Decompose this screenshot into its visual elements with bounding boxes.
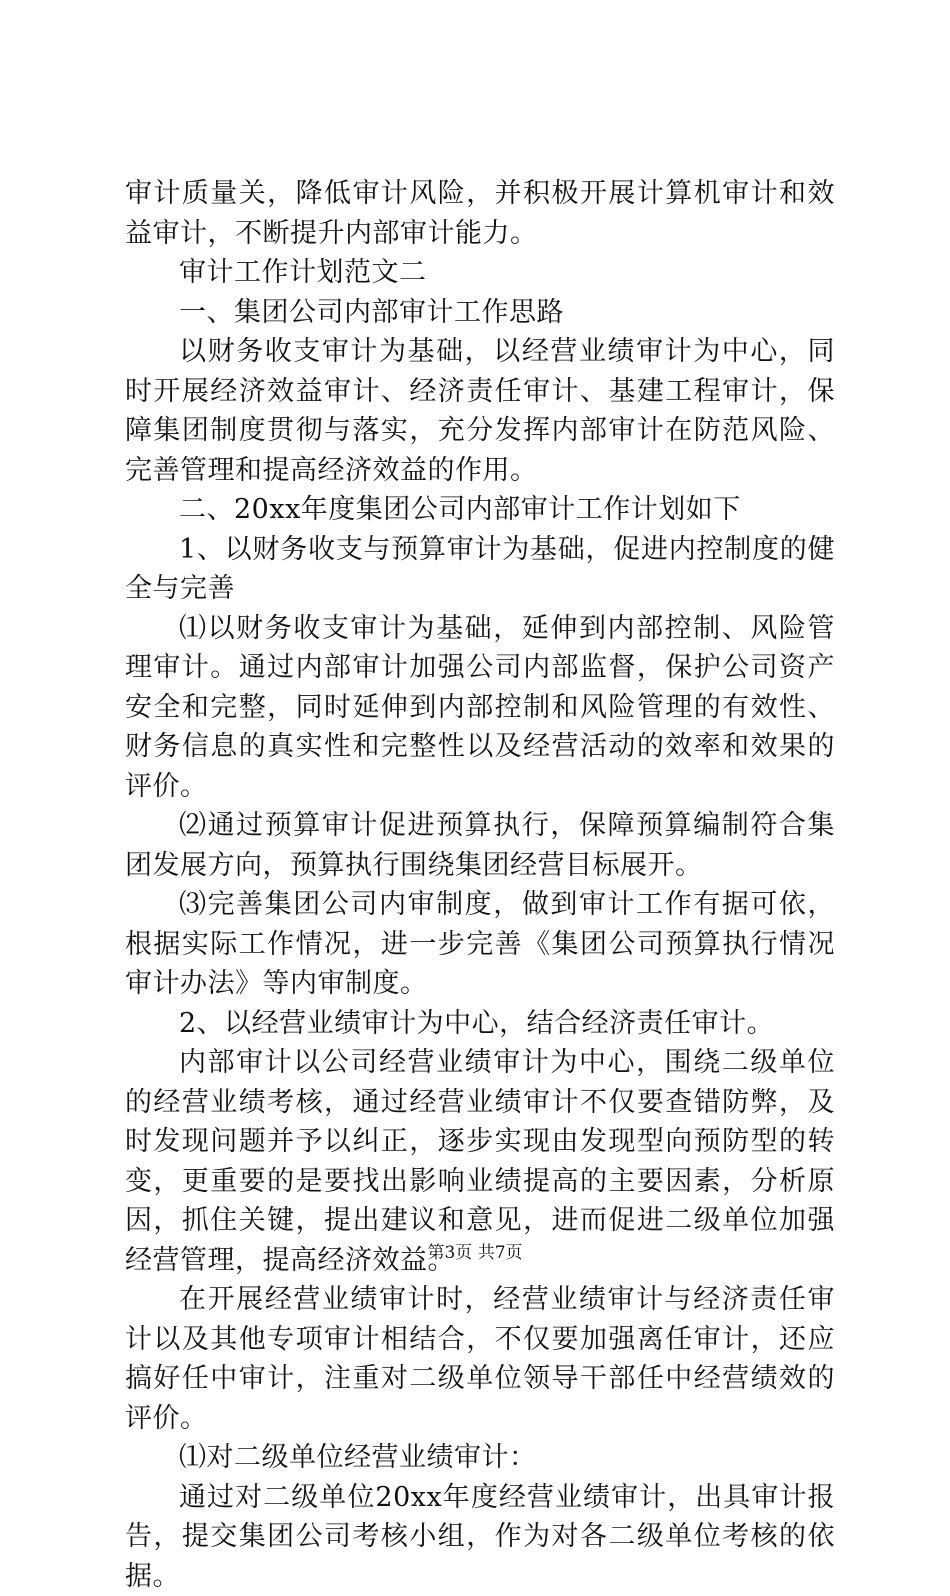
paragraph: 2、以经营业绩审计为中心，结合经济责任审计。 (125, 1004, 835, 1044)
paragraph: 审计质量关，降低审计风险，并积极开展计算机审计和效益审计，不断提升内部审计能力。 (125, 174, 835, 253)
paragraph: 在开展经营业绩审计时，经营业绩审计与经济责任审计以及其他专项审计相结合，不仅要加强离任审计，还应搞好任中审计，注重对二级单位领导干部任中经营绩效的评价。 (125, 1280, 835, 1438)
list-item: ⑴对二级单位经营业绩审计： (125, 1438, 835, 1478)
list-item: ⑴以财务收支审计为基础，延伸到内部控制、风险管理审计。通过内部审计加强公司内部监督，保护公司资产安全和完整，同时延伸到内部控制和风险管理的有效性、财务信息的真实性和完整性以及经营活动的效率和效果的评价。 (125, 609, 835, 807)
section-heading: 二、20xx年度集团公司内部审计工作计划如下 (125, 490, 835, 530)
page-footer (0, 1243, 950, 1263)
paragraph: 内部审计以公司经营业绩审计为中心，围绕二级单位的经营业绩考核，通过经营业绩审计不仅要查错防弊，及时发现问题并予以纠正，逐步实现由发现型向预防型的转变，更重要的是要找出影响业绩提高的主要因素，分析原因，抓住关键，提出建议和意见，进而促进二级单位加强经营管理，提高经济效益。 (125, 1043, 835, 1280)
page-number: 第3页 共7页 (427, 1243, 522, 1263)
list-item: ⑵通过预算审计促进预算执行，保障预算编制符合集团发展方向，预算执行围绕集团经营目标展开。 (125, 806, 835, 885)
paragraph: 通过对二级单位20xx年度经营业绩审计，出具审计报告，提交集团公司考核小组，作为对各二级单位考核的依据。 (125, 1478, 835, 1596)
section-heading: 一、集团公司内部审计工作思路 (125, 293, 835, 333)
paragraph: 1、以财务收支与预算审计为基础，促进内控制度的健全与完善 (125, 530, 835, 609)
list-item: ⑶完善集团公司内审制度，做到审计工作有据可依，根据实际工作情况，进一步完善《集团公司预算执行情况审计办法》等内审制度。 (125, 885, 835, 1004)
section-heading: 审计工作计划范文二 (125, 253, 835, 293)
paragraph: 以财务收支审计为基础，以经营业绩审计为中心，同时开展经济效益审计、经济责任审计、基建工程审计，保障集团制度贯彻与落实，充分发挥内部审计在防范风险、完善管理和提高经济效益的作用。 (125, 332, 835, 490)
document-body (125, 174, 835, 1596)
